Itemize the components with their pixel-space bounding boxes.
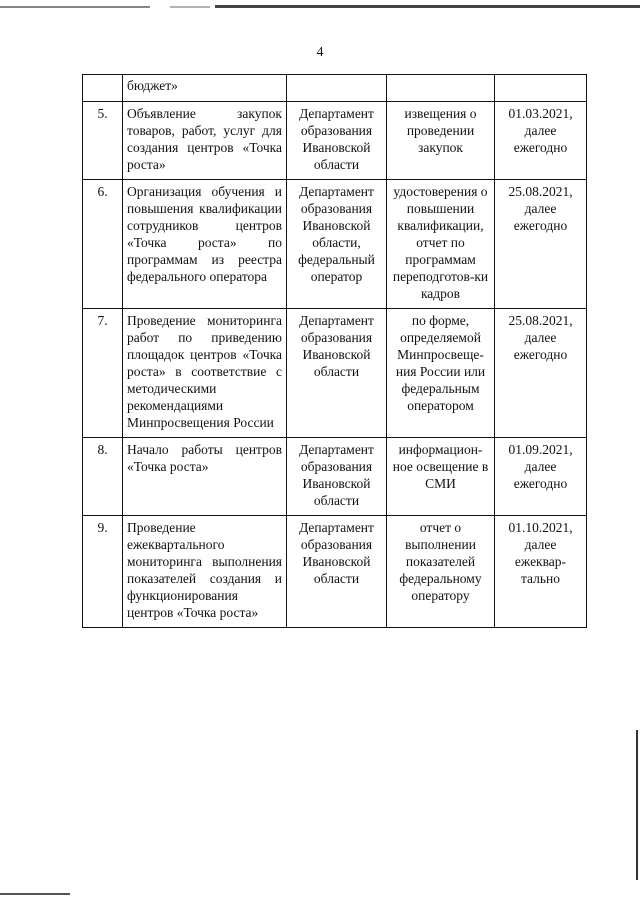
cell-deadline: 25.08.2021, далее ежегодно <box>495 180 587 309</box>
cell-deadline: 25.08.2021, далее ежегодно <box>495 309 587 438</box>
cell-result: по форме, определяемой Минпросвеще-ния России или федеральным оператором <box>387 309 495 438</box>
cell-responsible: Департамент образования Ивановской области <box>287 309 387 438</box>
table-row-continuation <box>83 75 587 102</box>
cell-task: Проведение ежеквартального мониторинга выполнения показателей создания и функционирования центров «Точка роста» <box>123 516 287 628</box>
cell-number: 6. <box>83 180 123 309</box>
cell-result: информацион-ное освещение в СМИ <box>387 438 495 516</box>
cell-responsible: Департамент образования Ивановской области <box>287 438 387 516</box>
cell-result <box>387 75 495 102</box>
cell-number <box>83 75 123 102</box>
table-row <box>83 102 587 180</box>
cell-task: бюджет» <box>123 75 287 102</box>
cell-result: отчет о выполнении показателей федеральному оператору <box>387 516 495 628</box>
cell-result: извещения о проведении закупок <box>387 102 495 180</box>
cell-number: 5. <box>83 102 123 180</box>
cell-responsible: Департамент образования Ивановской области <box>287 102 387 180</box>
cell-deadline: 01.03.2021, далее ежегодно <box>495 102 587 180</box>
cell-number: 7. <box>83 309 123 438</box>
action-plan-table <box>82 74 587 628</box>
cell-task: Начало работы центров «Точка роста» <box>123 438 287 516</box>
cell-task: Объявление закупок товаров, работ, услуг для создания центров «Точка роста» <box>123 102 287 180</box>
cell-number: 8. <box>83 438 123 516</box>
cell-result: удостоверения о повышении квалификации, отчет по программам переподготов-ки кадров <box>387 180 495 309</box>
cell-responsible <box>287 75 387 102</box>
table-row <box>83 309 587 438</box>
cell-deadline: 01.10.2021, далее ежеквар-тально <box>495 516 587 628</box>
cell-deadline: 01.09.2021, далее ежегодно <box>495 438 587 516</box>
scan-edge-top <box>0 0 640 10</box>
cell-responsible: Департамент образования Ивановской области, федеральный оператор <box>287 180 387 309</box>
cell-task: Организация обучения и повышения квалификации сотрудников центров «Точка роста» по программам из реестра федерального оператора <box>123 180 287 309</box>
page-number: 4 <box>316 45 324 60</box>
scan-edge-bottom <box>0 893 70 895</box>
table-row <box>83 438 587 516</box>
cell-task: Проведение мониторинга работ по приведению площадок центров «Точка роста» в соответствие с методическими рекомендациями Минпросвещения России <box>123 309 287 438</box>
table-row <box>83 180 587 309</box>
scan-edge-right <box>636 730 638 880</box>
table-row <box>83 516 587 628</box>
cell-number: 9. <box>83 516 123 628</box>
cell-deadline <box>495 75 587 102</box>
cell-responsible: Департамент образования Ивановской области <box>287 516 387 628</box>
